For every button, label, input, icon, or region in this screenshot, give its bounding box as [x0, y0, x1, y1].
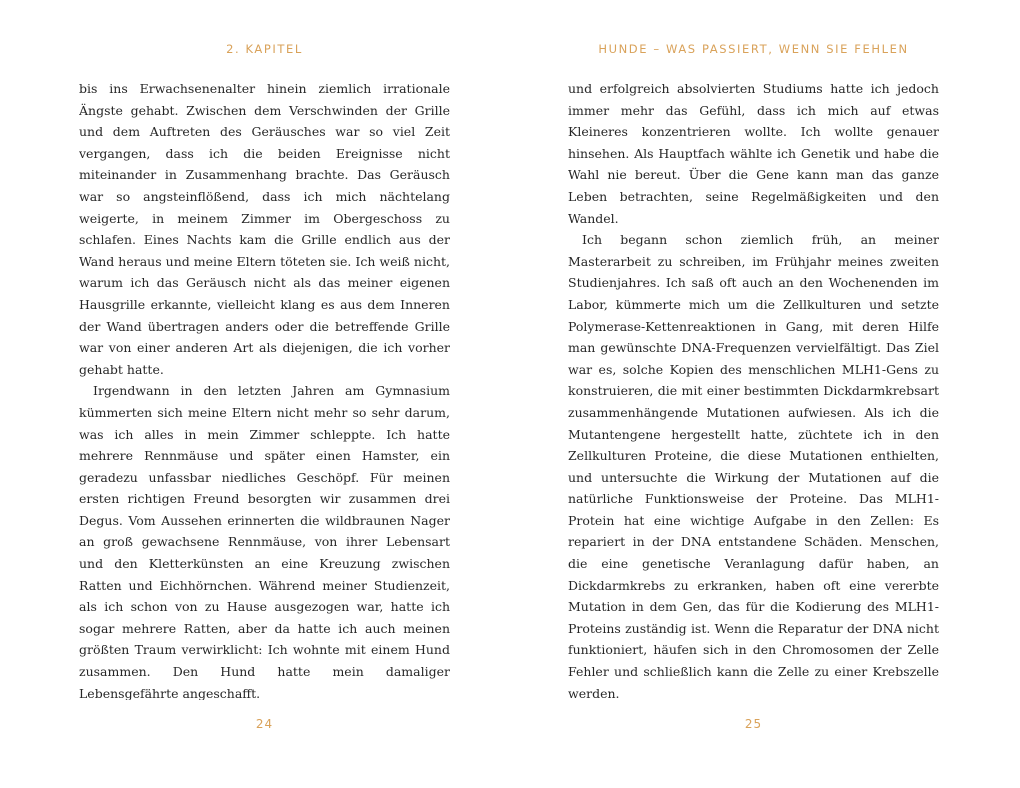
left-page-body [79, 78, 450, 700]
paragraph: Ich begann schon ziemlich früh, an meiner Masterarbeit zu schreiben, im Frühjahr meines zweiten Studienjahres. Ich saß oft auch an den Wochenenden im Labor, kümmerte mich um die Zellkulturen und setzte Polymerase-Kettenreaktionen in Gang, mit deren Hilfe man gewünschte DNA-Frequenzen vervielfältigt. Das Ziel war es, solche Kopien des menschlichen MLH1-Gens zu konstruieren, die mit einer bestimmten Dickdarmkrebsart zusammenhängende Mutationen aufwiesen. Als ich die Mutantengene hergestellt hatte, züchtete ich in den Zellkulturen Proteine, die diese Mutationen enthielten, und untersuchte die Wirkung der Mutationen auf die natürliche Funktionsweise der Proteine. Das MLH1-Protein hat eine wichtige Aufgabe in den Zellen: Es repariert in der DNA entstandene Schäden. Menschen, die eine genetische Veranlagung dafür haben, an Dickdarmkrebs zu erkranken, haben oft eine vererbte Mutation in dem Gen, das für die Kodierung des MLH1-Proteins zuständig ist. Wenn die Reparatur der DNA nicht funktioniert, häufen sich in den Chromosomen der Zelle Fehler und schließlich kann die Zelle zu einer Krebszelle werden. [568, 232, 939, 700]
page-number: 24 [255, 717, 274, 731]
paragraph: und erfolgreich absolvierten Studiums hatte ich jedoch immer mehr das Gefühl, dass ich mich auf etwas Kleineres konzentrieren wollte. Ich wollte genauer hinsehen. Als Hauptfach wählte ich Genetik und habe die Wahl nie bereut. Über die Gene kann man das ganze Leben betrachten, seine Regelmäßigkeiten und den Wandel. [568, 81, 939, 226]
right-page-body [568, 78, 939, 700]
book-title-running-head: HUNDE – WAS PASSIERT, WENN SIE FEHLEN [598, 42, 909, 56]
paragraph: Irgendwann in den letzten Jahren am Gymnasium kümmerten sich meine Eltern nicht mehr so sehr darum, was ich alles in mein Zimmer schleppte. Ich hatte mehrere Rennmäuse und später einen Hamster, ein geradezu unfassbar niedliches Geschöpf. Für meinen ersten richtigen Freund besorgten wir zusammen drei Degus. Vom Aussehen erinnerten die wildbraunen Nager an groß gewachsene Rennmäuse, von ihrer Lebensart und den Kletterkünsten an eine Kreuzung zwischen Ratten und Eichhörnchen. Während meiner Studienzeit, als ich schon von zu Hause ausgezogen war, hatte ich sogar mehrere Ratten, aber da hatte ich auch meinen größten Traum verwirklicht: Ich wohnte mit einem Hund zusammen. Den Hund hatte mein damaliger Lebensgefährte angeschafft. [79, 383, 450, 700]
chapter-running-head: 2. KAPITEL [226, 42, 303, 56]
page-number: 25 [744, 717, 763, 731]
right-page [568, 0, 939, 788]
left-page [79, 0, 450, 788]
paragraph: bis ins Erwachsenenalter hinein ziemlich irrationale Ängste gehabt. Zwischen dem Verschwinden der Grille und dem Auftreten des Geräusches war so viel Zeit vergangen, dass ich die beiden Ereignisse nicht miteinander in Zusammenhang brachte. Das Geräusch war so angsteinflößend, dass ich mich nächtelang weigerte, in meinem Zimmer im Obergeschoss zu schlafen. Eines Nachts kam die Grille endlich aus der Wand heraus und meine Eltern töteten sie. Ich weiß nicht, warum ich das Geräusch nicht als das meiner eigenen Hausgrille erkannte, vielleicht klang es aus dem Inneren der Wand übertragen anders oder die betreffende Grille war von einer anderen Art als diejenigen, die ich vorher gehabt hatte. [79, 81, 450, 377]
